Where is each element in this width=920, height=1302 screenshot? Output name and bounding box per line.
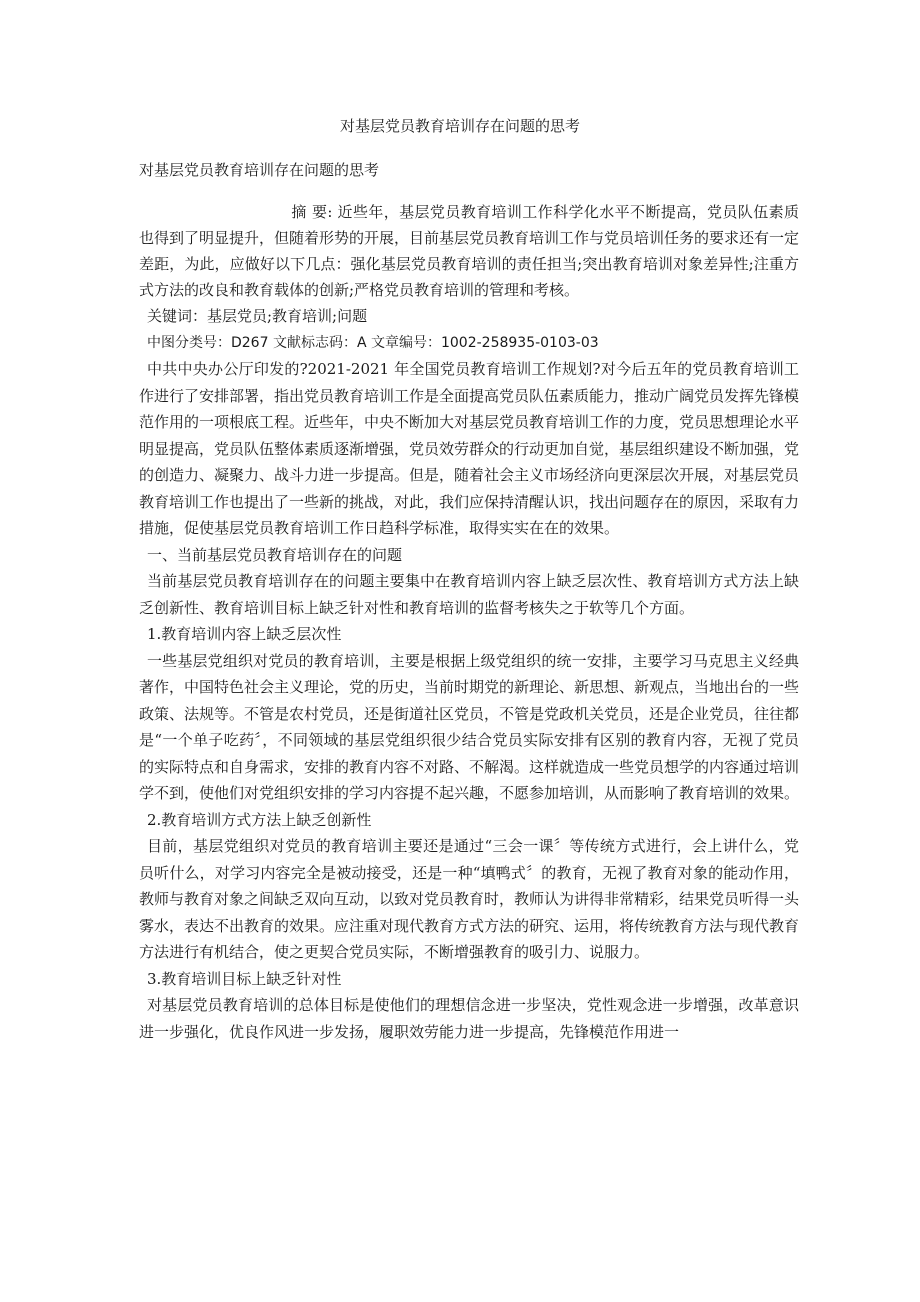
abstract <box>139 199 799 303</box>
document-subtitle: 对基层党员教育培训存在问题的思考 <box>139 161 380 179</box>
abstract-text: : 近些年，基层党员教育培训工作科学化水平不断提高，党员队伍素质也得到了明显提升，但随着形势的开展，目前基层党员教育培训工作与党员培训任务的要求还有一定差距，为此，应做好以下几点：强化基层党员教育培训的责任担当;突出教育培训对象差异性;注重方式方法的改良和教育载体的创新;严格党员教育培训的管理和考核。 <box>139 203 800 299</box>
document-title: 对基层党员教育培训存在问题的思考 <box>339 117 580 135</box>
section1-heading: 一、当前基层党员教育培训存在的问题 <box>147 545 403 564</box>
intro-paragraph: 中共中央办公厅印发的?2021-2021 年全国党员教育培训工作规划?对今后五年的党员教育培训工作进行了安排部署，指出党员教育培训工作是全面提高党员队伍素质能力，推动广阔党员发挥先锋模范作用的一项根底工程。近些年，中央不断加大对基层党员教育培训工作的力度，党员思想理论水平明显提高，党员队伍整体素质逐渐增强，党员效劳群众的行动更加自觉，基层组织建设不断加强，党的创造力、凝聚力、战斗力进一步提高。但是，随着社会主义市场经济向更深层次开展，对基层党员教育培训工作也提出了一些新的挑战，对此，我们应保持清醒认识，找出问题存在的原因，采取有力措施，促使基层党员教育培训工作日趋科学标准，取得实实在在的效果。 <box>139 360 800 537</box>
document-body <box>139 157 799 1045</box>
sub1-paragraph: 一些基层党组织对党员的教育培训，主要是根据上级党组织的统一安排，主要学习马克思主义经典著作，中国特色社会主义理论，党的历史，当前时期党的新理论、新思想、新观点，当地出台的一些政策、法规等。不管是农村党员，还是街道社区党员，不管是党政机关党员，还是企业党员，往往都是“一个单子吃药〞，不同领域的基层党组织很少结合党员实际安排有区别的教育内容，无视了党员的实际特点和自身需求，安排的教育内容不对路、不解渴。这样就造成一些党员想学的内容通过培训学不到，使他们对党组织安排的学习内容提不起兴趣，不愿参加培训，从而影响了教育培训的效果。 <box>139 651 800 802</box>
sub3-paragraph: 对基层党员教育培训的总体目标是使他们的理想信念进一步坚决，党性观念进一步增强，改革意识进一步强化，优良作风进一步发扬，履职效劳能力进一步提高，先锋模范作用进一 <box>139 996 799 1041</box>
keywords: 关键词：基层党员;教育培训;问题 <box>147 307 368 325</box>
classification-line: 中图分类号：D267 文献标志码：A 文章编号：1002-258935-0103-03 <box>147 334 599 351</box>
section1-paragraph: 当前基层党员教育培训存在的问题主要集中在教育培训内容上缺乏层次性、教育培训方式方法上缺乏创新性、教育培训目标上缺乏针对性和教育培训的监督考核失之于软等几个方面。 <box>139 572 799 617</box>
abstract-label: 摘 要 <box>291 203 328 221</box>
sub2-paragraph: 目前，基层党组织对党员的教育培训主要还是通过“三会一课〞等传统方式进行，会上讲什么，党员听什么，对学习内容完全是被动接受，还是一种“填鸭式〞的教育，无视了教育对象的能动作用，教师与教育对象之间缺乏双向互动，以致对党员教育时，教师认为讲得非常精彩，结果党员听得一头雾水，表达不出教育的效果。应注重对现代教育方式方法的研究、运用，将传统教育方法与现代教育方法进行有机结合，使之更契合党员实际，不断增强教育的吸引力、说服力。 <box>139 837 800 961</box>
sub2-heading: 2.教育培训方式方法上缺乏创新性 <box>147 810 372 829</box>
sub1-heading: 1.教育培训内容上缺乏层次性 <box>147 625 342 643</box>
sub3-heading: 3.教育培训目标上缺乏针对性 <box>147 969 342 988</box>
